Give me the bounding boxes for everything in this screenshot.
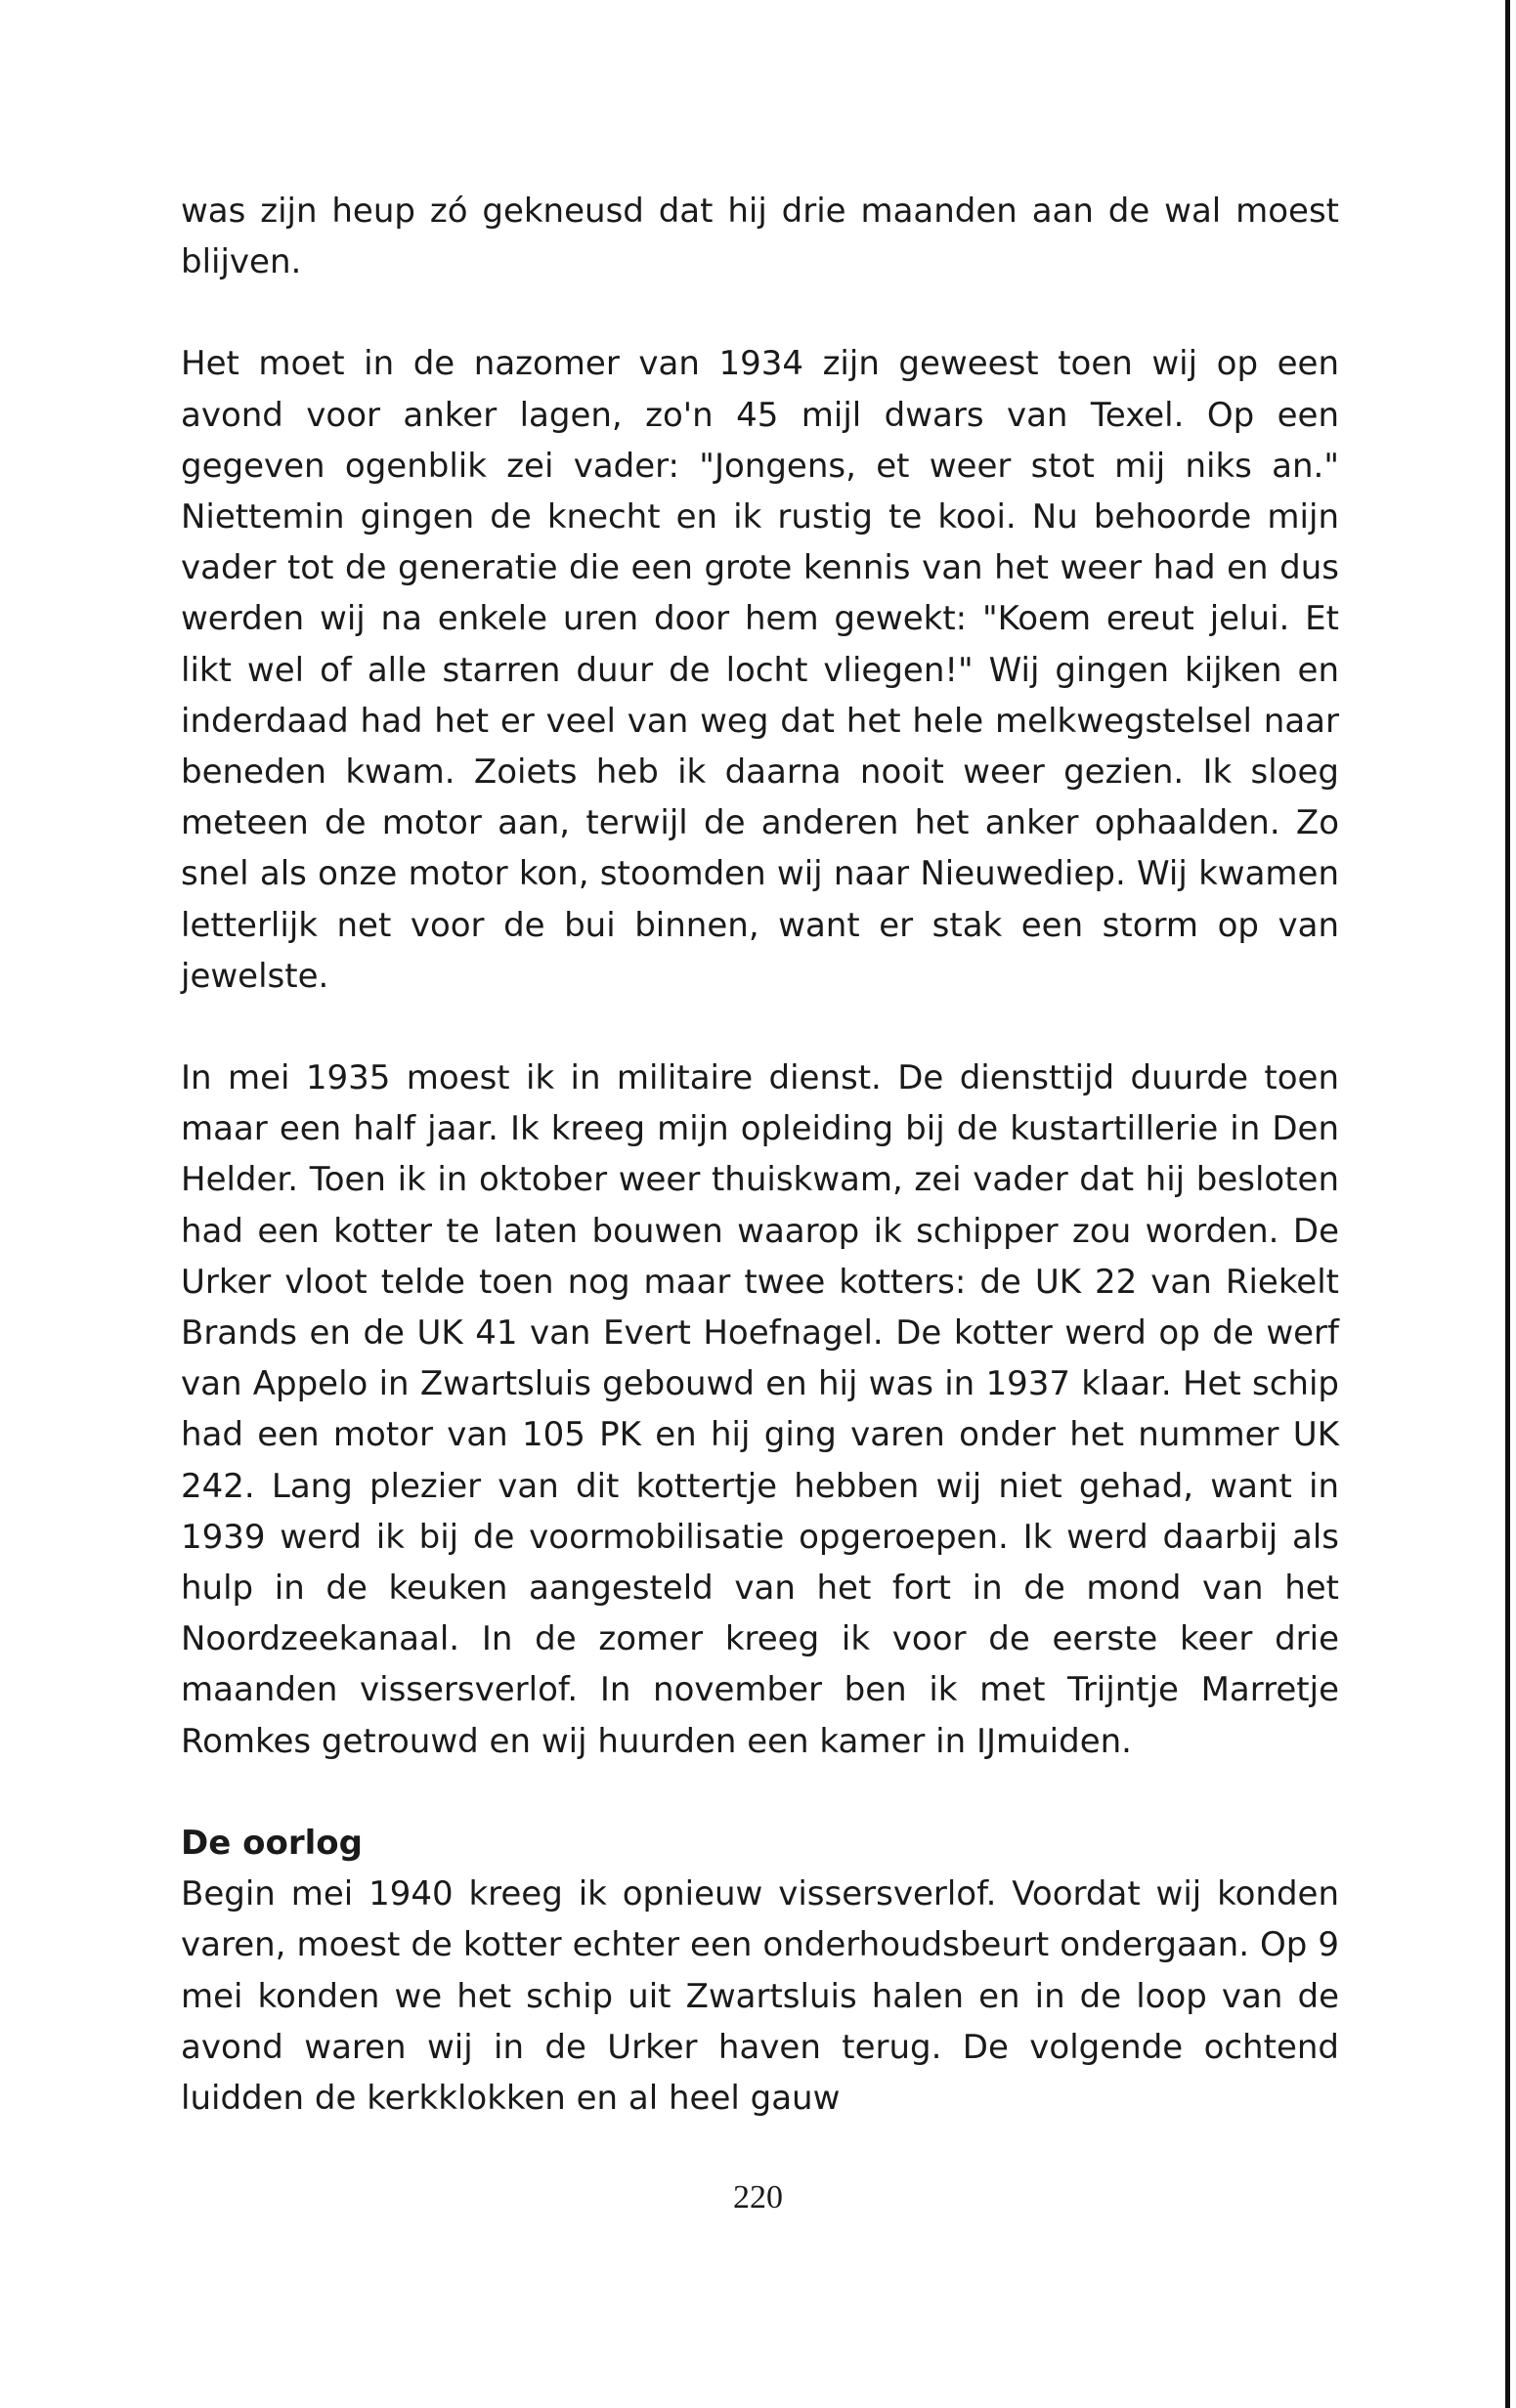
paragraph-1: was zijn heup zó gekneusd dat hij drie maanden aan de wal moest blijven.	[181, 192, 1339, 282]
page-number: 220	[733, 2179, 783, 2215]
paragraph-3: In mei 1935 moest ik in militaire dienst. De diensttijd duurde toen maar een half jaar. Ik kreeg mijn opleiding bij de kustartillerie in Den Helder. Toen ik in oktober weer thuiskwam, zei vader dat hij besloten had een kotter te laten bouwen waarop ik schipper zou worden. De Urker vloot telde toen nog maar twee kotters: de UK 22 van Riekelt Brands en de UK 41 van Evert Hoefnagel. De kotter werd op de werf van Appelo in Zwartsluis gebouwd en hij was in 1937 klaar. Het schip had een motor van 105 PK en hij ging varen onder het nummer UK 242. Lang plezier van dit kottertje hebben wij niet gehad, want in 1939 werd ik bij de voormobilisatie opgeroepen. Ik werd daarbij als hulp in de keuken aangesteld van het fort in de mond van het Noordzeekanaal. In de zomer kreeg ik voor de eerste keer drie maanden vissersverlof. In november ben ik met Trijntje Marretje Romkes getrouwd en wij huurden een kamer in IJmuiden.	[181, 1058, 1339, 1761]
section-paragraph: Begin mei 1940 kreeg ik opnieuw vissersverlof. Voordat wij konden varen, moest de kotter echter een onderhoudsbeurt ondergaan. Op 9 mei konden we het schip uit Zwartsluis halen en in de loop van de avond waren wij in de Urker haven terug. De volgende ochtend luidden de kerkklokken en al heel gauw	[181, 1874, 1339, 2118]
paragraph-2: Het moet in de nazomer van 1934 zijn geweest toen wij op een avond voor anker lagen, zo'n 45 mijl dwars van Texel. Op een gegeven ogenblik zei vader: "Jongens, et weer stot mij niks an." Niettemin gingen de knecht en ik rustig te kooi. Nu behoorde mijn vader tot de generatie die een grote kennis van het weer had en dus werden wij na enkele uren door hem gewekt: "Koem ereut jelui. Et likt wel of alle starren duur de locht vliegen!" Wij gingen kijken en inderdaad had het er veel van weg dat het hele melkwegstelsel naar beneden kwam. Zoiets heb ik daarna nooit weer gezien. Ik sloeg meteen de motor aan, terwijl de anderen het anker ophaalden. Zo snel als onze motor kon, stoomden wij naar Nieuwediep. Wij kwamen letterlijk net voor de bui binnen, want er stak een storm op van jewelste.	[181, 344, 1339, 996]
section-heading: De oorlog	[181, 1823, 363, 1863]
page-edge-line	[1505, 0, 1510, 2408]
text-column	[181, 186, 1339, 2124]
